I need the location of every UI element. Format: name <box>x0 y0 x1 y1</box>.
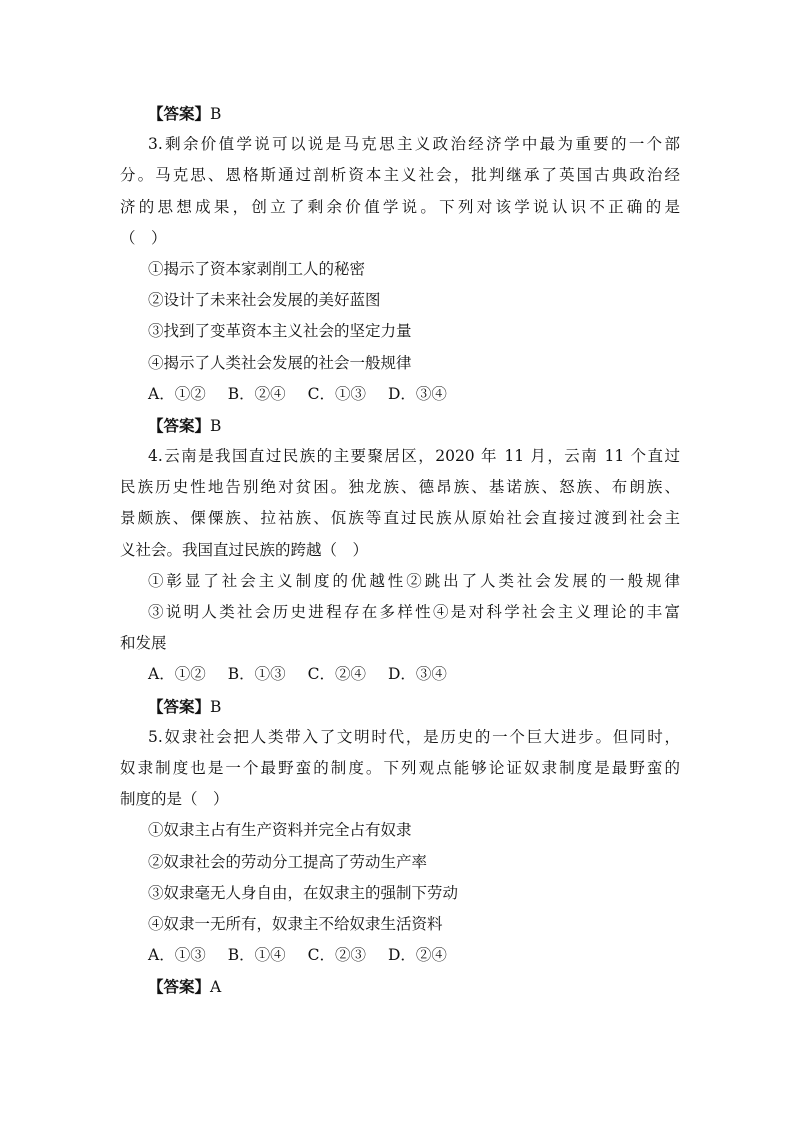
option-d: D．②④ <box>387 946 447 965</box>
answer-prefix: 【答案】 <box>148 104 211 123</box>
answer-line <box>120 410 680 441</box>
question-stem-line: 奴隶制度也是一个最野蛮的制度。下列观点能够论证奴隶制度是最野蛮的 <box>120 758 680 777</box>
answer-value: B <box>210 416 222 435</box>
statement-item: ④奴隶一无所有，奴隶主不给奴隶生活资料 <box>148 914 443 933</box>
answer-prefix: 【答案】 <box>148 977 211 997</box>
question-stem-line: 5.奴隶社会把人类带入了文明时代，是历史的一个巨大进步。但同时， <box>148 727 680 746</box>
answer-line <box>120 98 680 129</box>
statement-item: ①揭示了资本家剥削工人的秘密 <box>148 259 366 278</box>
option-c: C．②④ <box>307 665 366 684</box>
option-b: B．①③ <box>227 665 286 684</box>
answer-value: B <box>210 697 222 716</box>
question-5 <box>120 722 680 1003</box>
option-a: A．①② <box>148 384 206 403</box>
question-stem-line: （ ） <box>120 228 167 247</box>
answer-line <box>120 691 680 722</box>
question-3 <box>120 129 680 441</box>
statement-item: ③奴隶毫无人身自由，在奴隶主的强制下劳动 <box>148 883 459 902</box>
options-row <box>120 379 680 410</box>
answer-value: A <box>210 978 222 997</box>
option-c: C．②③ <box>307 946 366 965</box>
option-c: C．①③ <box>307 384 366 403</box>
option-a: A．①③ <box>148 946 206 965</box>
question-stem-line: 分。马克思、恩格斯通过剖析资本主义社会，批判继承了英国古典政治经 <box>120 166 680 185</box>
option-b: B．②④ <box>227 384 286 403</box>
statement-item: ②奴隶社会的劳动分工提高了劳动生产率 <box>148 852 428 871</box>
statement-item: ④揭示了人类社会发展的社会一般规律 <box>148 353 412 372</box>
option-b: B．①④ <box>227 946 286 965</box>
answer-value: B <box>210 105 222 123</box>
answer-prefix: 【答案】 <box>148 415 211 435</box>
question-stem-line: 济的思想成果，创立了剩余价值学说。下列对该学说认识不正确的是 <box>120 197 680 216</box>
question-stem-line: 制度的是（ ） <box>120 790 229 809</box>
statement-item: ③说明人类社会历史进程存在多样性④是对科学社会主义理论的丰富 <box>148 603 680 621</box>
question-stem-line: 义社会。我国直过民族的跨越（ ） <box>120 540 369 559</box>
statement-item: ①彰显了社会主义制度的优越性②跳出了人类社会发展的一般规律 <box>148 571 680 590</box>
question-4 <box>120 441 680 722</box>
question-stem-line: 3.剩余价值学说可以说是马克思主义政治经济学中最为重要的一个部 <box>148 135 680 154</box>
statement-item: ③找到了变革资本主义社会的坚定力量 <box>148 322 412 341</box>
question-stem-line: 民族历史性地告别绝对贫困。独龙族、德昂族、基诺族、怒族、布朗族、 <box>120 478 680 497</box>
answer-line <box>120 971 680 1002</box>
option-d: D．③④ <box>387 384 447 403</box>
answer-prefix: 【答案】 <box>148 696 211 716</box>
question-stem-line: 景颇族、傈僳族、拉祜族、佤族等直过民族从原始社会直接过渡到社会主 <box>120 509 680 528</box>
statement-item: 和发展 <box>120 634 167 653</box>
option-a: A．①② <box>148 665 206 684</box>
statement-item: ②设计了未来社会发展的美好蓝图 <box>148 291 381 310</box>
options-row <box>120 940 680 971</box>
document-content <box>120 98 680 1002</box>
options-row <box>120 659 680 690</box>
statement-item: ①奴隶主占有生产资料并完全占有奴隶 <box>148 821 412 840</box>
question-stem-line: 4.云南是我国直过民族的主要聚居区，2020 年 11 月，云南 11 个直过 <box>148 447 680 466</box>
option-d: D．③④ <box>387 665 447 684</box>
